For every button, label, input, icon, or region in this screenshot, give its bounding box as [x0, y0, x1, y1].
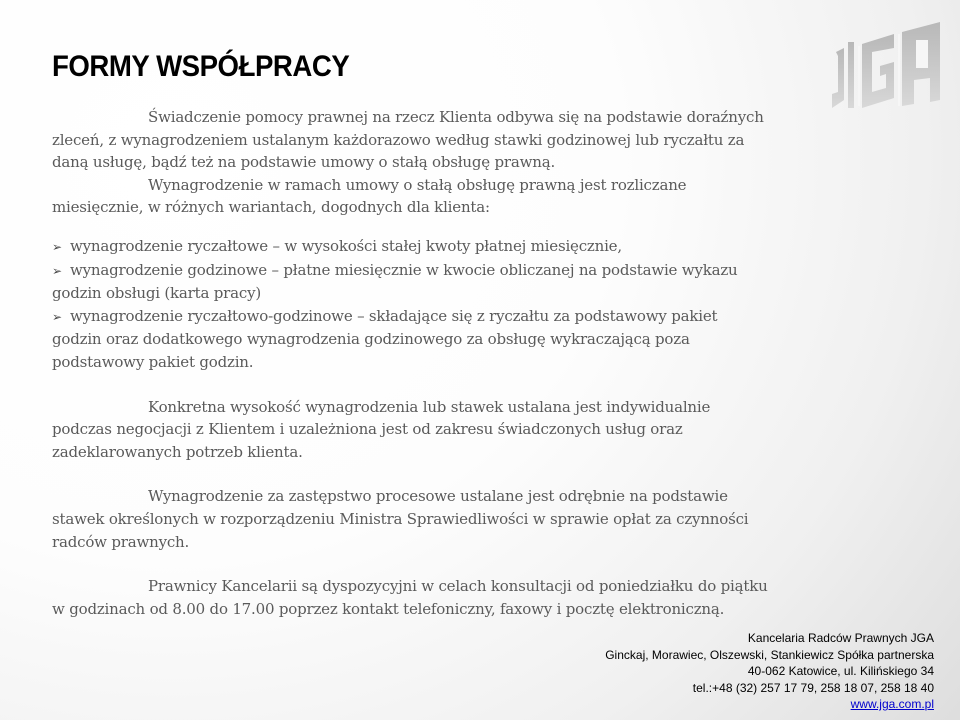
billing-variants-list: [52, 235, 770, 374]
contact-footer: [605, 630, 934, 713]
paragraph-monthly-billing: Wynagrodzenie w ramach umowy o stałą obsługę prawną jest rozliczane miesięcznie, w różnych wariantach, dogodnych dla klienta:: [52, 175, 687, 217]
website-link[interactable]: www.jga.com.pl: [850, 697, 934, 711]
paragraph-litigation-fees: Wynagrodzenie za zastępstwo procesowe ustalane jest odrębnie na podstawie stawek określonych w rozporządzeniu Ministra Sprawiedliwości w sprawie opłat za czynności radców prawnych.: [52, 487, 749, 551]
list-item: ➢ wynagrodzenie godzinowe – płatne miesięcznie w kwocie obliczanej na podstawie wykazu godzin obsługi (karta pracy): [52, 260, 738, 303]
page-title: FORMY WSPÓŁPRACY: [52, 50, 350, 83]
arrow-bullet-icon: ➢: [52, 239, 62, 254]
firm-name: Kancelaria Radców Prawnych JGA: [747, 631, 934, 645]
arrow-bullet-icon: ➢: [52, 263, 62, 278]
firm-address: 40-062 Katowice, ul. Kilińskiego 34: [747, 664, 934, 678]
list-item: ➢ wynagrodzenie ryczałtowo-godzinowe – składające się z ryczałtu za podstawowy pakiet godzin oraz dodatkowego wynagrodzenia godzinowego za obsługę wykraczającą poza podstawowy pakiet godzin.: [52, 306, 718, 371]
list-item: ➢ wynagrodzenie ryczałtowe – w wysokości stałej kwoty płatnej miesięcznie,: [52, 235, 770, 259]
paragraph-availability: Prawnicy Kancelarii są dyspozycyjni w celach konsultacji od poniedziałku do piątku w godzinach od 8.00 do 17.00 poprzez kontakt telefoniczny, faxowy i pocztę elektroniczną.: [52, 577, 768, 618]
paragraph-negotiation: Konkretna wysokość wynagrodzenia lub stawek ustalana jest indywidualnie podczas negocjacji z Klientem i uzależniona jest od zakresu świadczonych usług oraz zadeklarowanych potrzeb klienta.: [52, 397, 711, 461]
jga-logo: [832, 22, 942, 114]
paragraph-intro: Świadczenie pomocy prawnej na rzecz Klienta odbywa się na podstawie doraźnych zleceń, z wynagrodzeniem ustalanym każdorazowo według stawki godzinowej lub ryczałtu za daną usługę, bądź też na podstawie umowy o stałą obsługę prawną.: [52, 108, 764, 172]
firm-partners: Ginckaj, Morawiec, Olszewski, Stankiewicz Spółka partnerska: [605, 647, 934, 662]
arrow-bullet-icon: ➢: [52, 309, 62, 324]
slide-body: [52, 106, 770, 620]
firm-phone: tel.:+48 (32) 257 17 79, 258 18 07, 258 18 40: [692, 680, 934, 695]
